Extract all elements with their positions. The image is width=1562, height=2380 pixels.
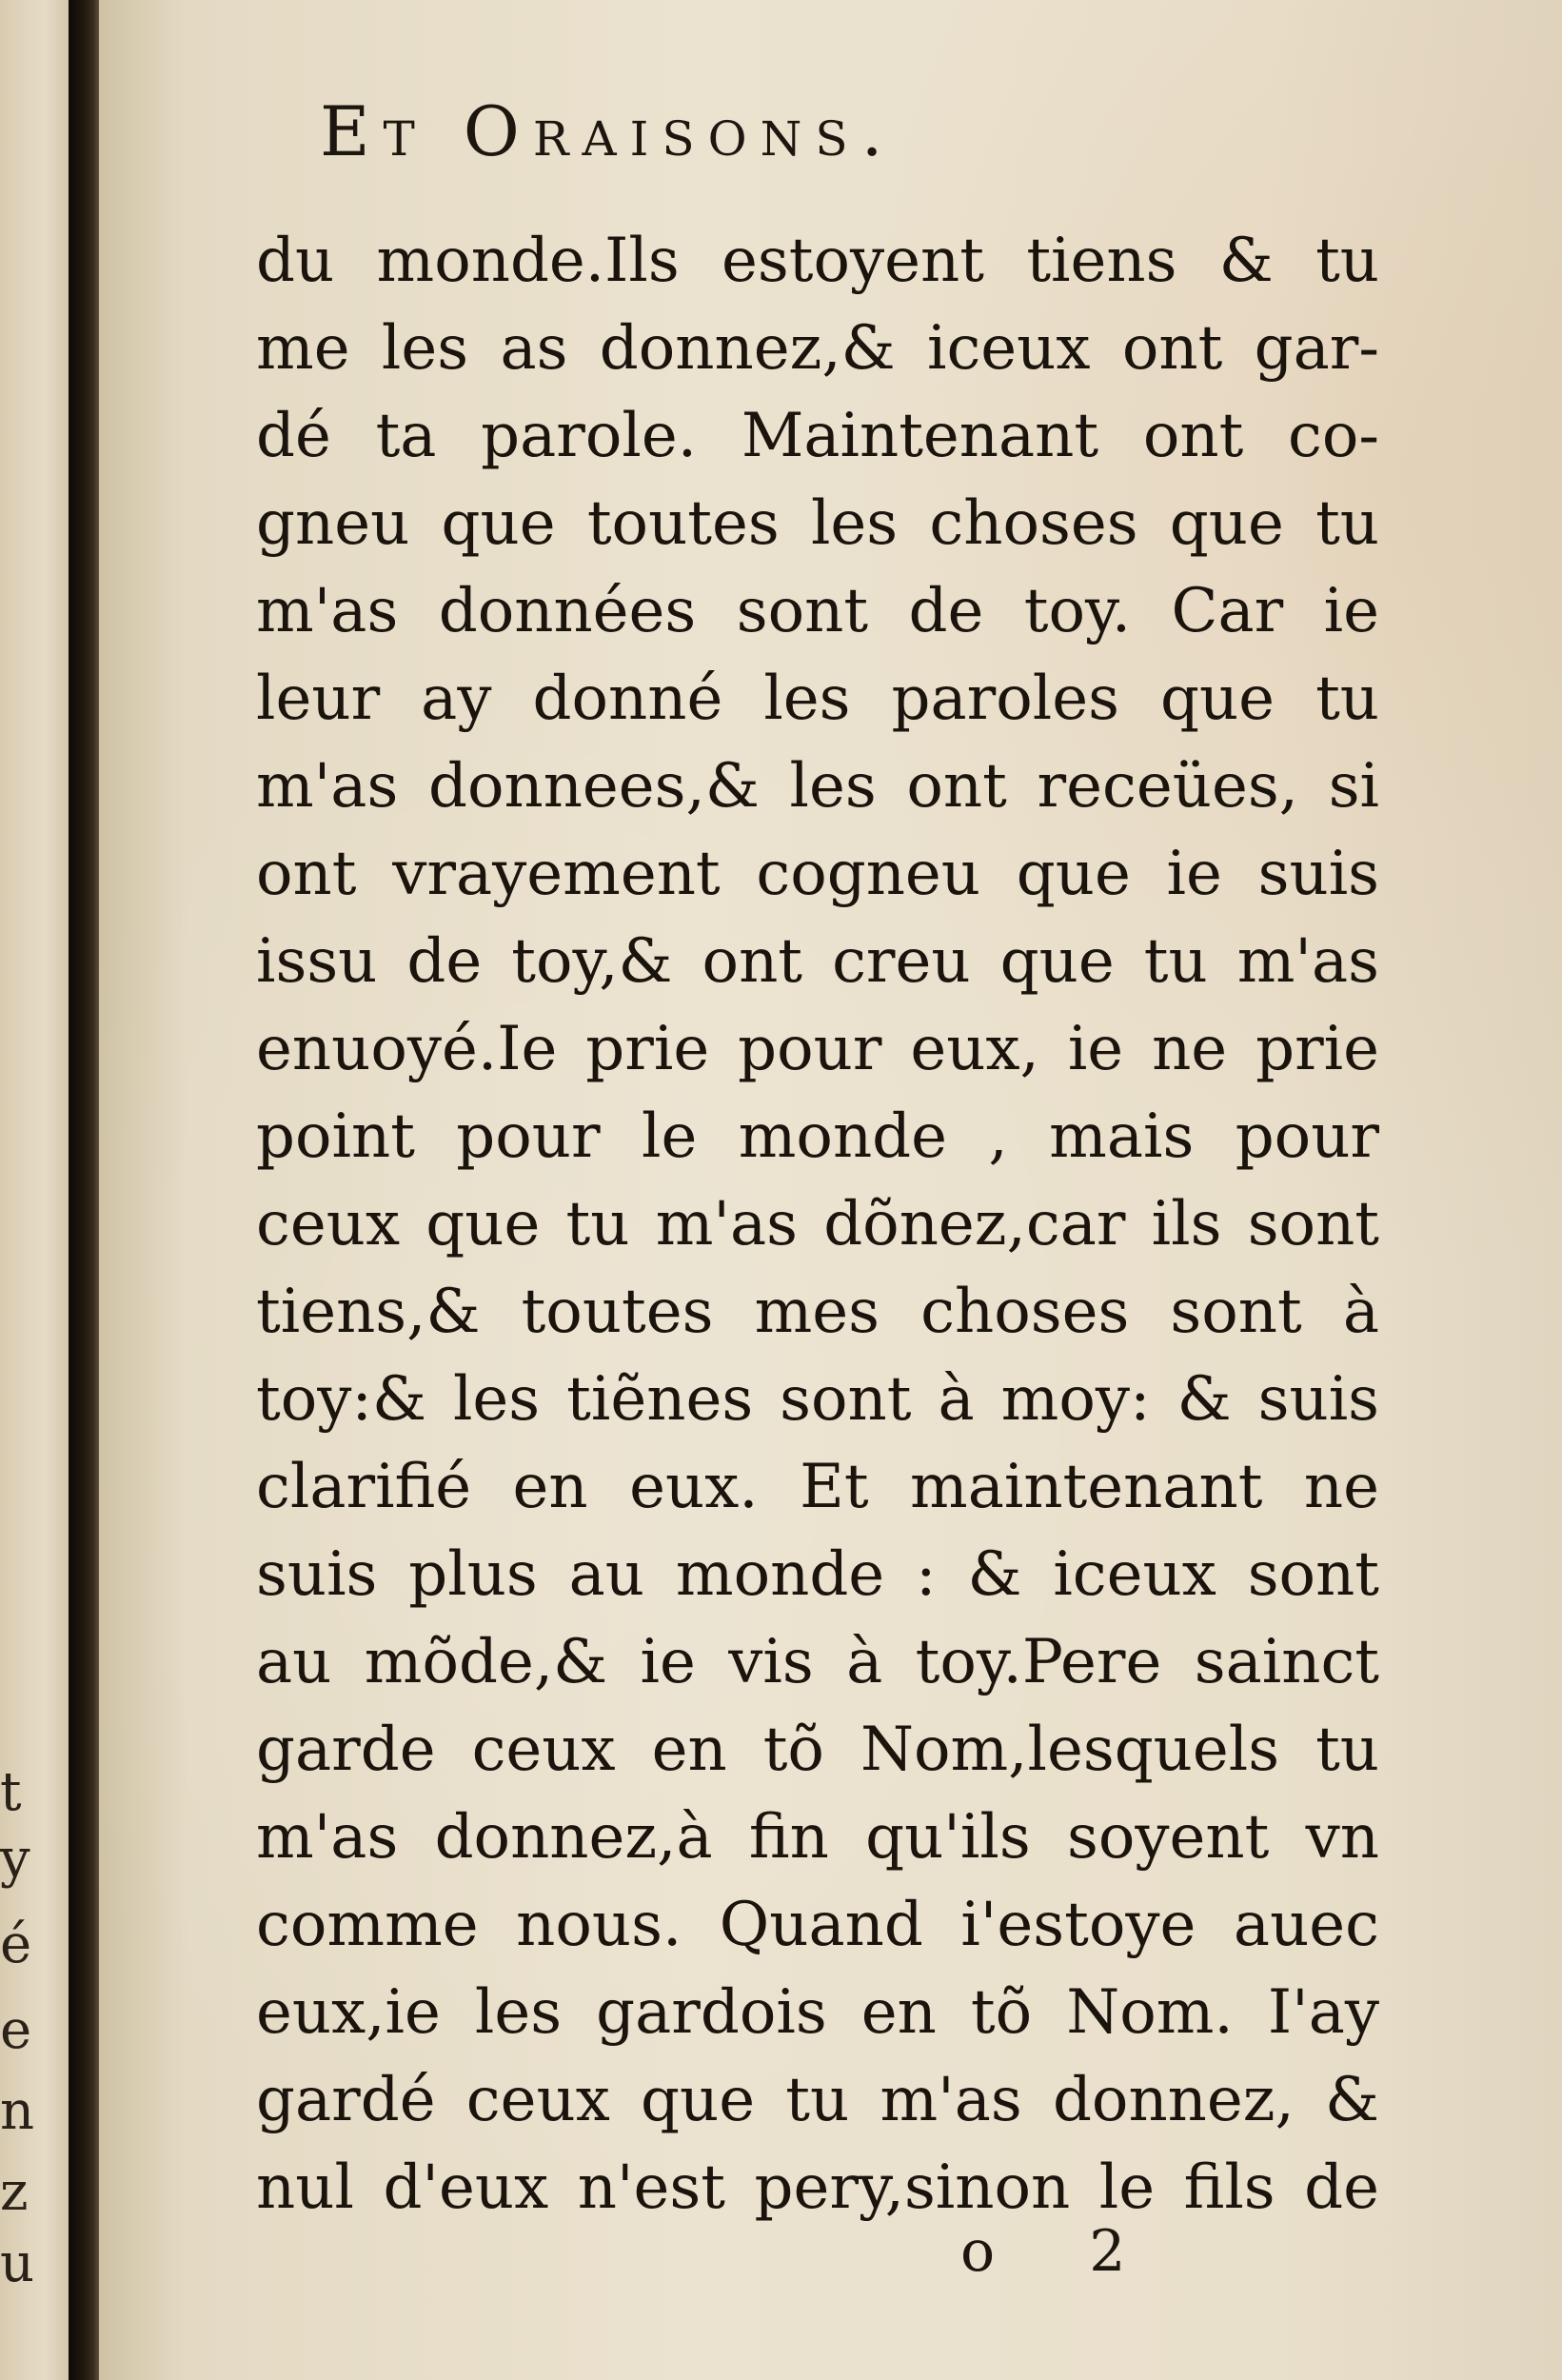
text-line: m'as données sont de toy. Car ie bbox=[256, 576, 1379, 646]
text-line: me les as donnez,& iceux ont gar- bbox=[256, 313, 1379, 384]
text-line: gneu que toutes les choses que tu bbox=[256, 488, 1379, 559]
left-page-fragment: z bbox=[0, 2161, 29, 2223]
text-line: point pour le monde , mais pour bbox=[256, 1101, 1379, 1172]
text-line: nul d'eux n'est pery,sinon le fils de bbox=[256, 2152, 1379, 2223]
text-line: tiens,& toutes mes choses sont à bbox=[256, 1277, 1379, 1347]
text-line: leur ay donné les paroles que tu bbox=[256, 664, 1379, 734]
text-line: comme nous. Quand i'estoye auec bbox=[256, 1890, 1379, 1960]
text-line: au mõde,& ie vis à toy.Pere sainct bbox=[256, 1627, 1379, 1697]
text-line: du monde.Ils estoyent tiens & tu bbox=[256, 226, 1379, 296]
text-line: eux,ie les gardois en tõ Nom. I'ay bbox=[256, 1977, 1379, 2048]
text-line: suis plus au monde : & iceux sont bbox=[256, 1539, 1379, 1610]
text-line: garde ceux en tõ Nom,lesquels tu bbox=[256, 1715, 1379, 1785]
right-page bbox=[99, 0, 1562, 2380]
text-line: dé ta parole. Maintenant ont co- bbox=[256, 401, 1379, 471]
text-line: ont vrayement cogneu que ie suis bbox=[256, 839, 1379, 909]
left-page-fragment: é bbox=[0, 1914, 32, 1975]
body-text bbox=[256, 217, 1379, 2231]
text-line: m'as donnees,& les ont receües, si bbox=[256, 751, 1379, 822]
signature-mark: o 2 bbox=[960, 2218, 1164, 2285]
left-page-fragment: t bbox=[0, 1761, 22, 1823]
text-line: enuoyé.Ie prie pour eux, ie ne prie bbox=[256, 1014, 1379, 1084]
text-line: clarifié en eux. Et maintenant ne bbox=[256, 1452, 1379, 1522]
running-head: Et Oraisons. bbox=[320, 91, 897, 171]
text-line: toy:& les tiẽnes sont à moy: & suis bbox=[256, 1364, 1379, 1435]
text-line: gardé ceux que tu m'as donnez, & bbox=[256, 2065, 1379, 2135]
left-page-edge bbox=[0, 0, 74, 2380]
left-page-fragment: u bbox=[0, 2232, 35, 2294]
left-page-fragment: y bbox=[0, 1828, 30, 1890]
left-page-fragment: e bbox=[0, 1999, 32, 2061]
left-page-fragment: n bbox=[0, 2080, 35, 2142]
text-line: ceux que tu m'as dõnez,car ils sont bbox=[256, 1189, 1379, 1259]
text-line: issu de toy,& ont creu que tu m'as bbox=[256, 926, 1379, 997]
text-line: m'as donnez,à fin qu'ils soyent vn bbox=[256, 1802, 1379, 1873]
